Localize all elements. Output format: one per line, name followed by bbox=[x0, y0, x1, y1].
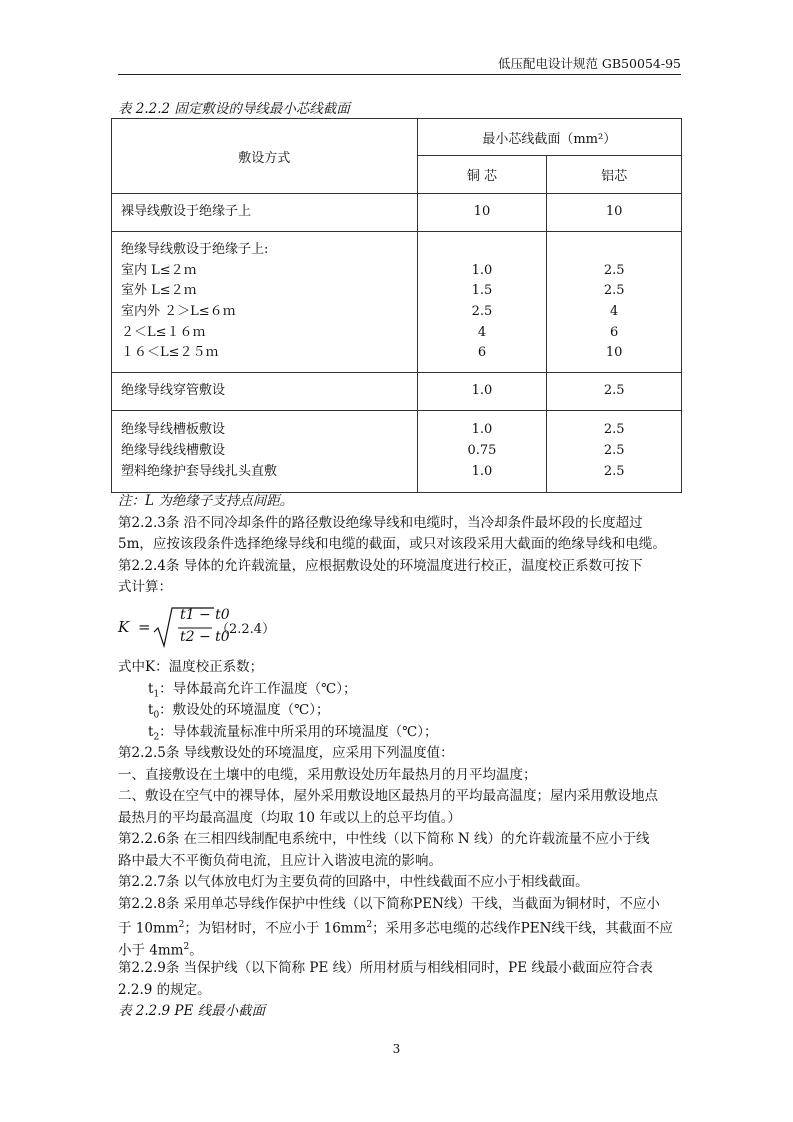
where-line: 式中K：温度校正系数； bbox=[118, 659, 264, 675]
text-block-b bbox=[118, 657, 684, 1023]
table-cell-line: ２＜L≤１６ｍ bbox=[121, 324, 206, 340]
table-cell-line: 2.5 bbox=[603, 443, 625, 459]
pen-sq-2: 2 bbox=[366, 920, 373, 930]
t2-def bbox=[118, 722, 684, 744]
t2-subscript: 2 bbox=[153, 732, 160, 743]
table-row-copper bbox=[417, 232, 547, 373]
table-cell-line: 2.5 bbox=[603, 262, 625, 278]
row-2-copper bbox=[418, 381, 547, 402]
table-row-aluminum bbox=[547, 373, 682, 411]
table-cell-line: 室内外 ２＞L≤６ｍ bbox=[121, 304, 236, 319]
t1-text: ：导体最高允许工作温度（℃）； bbox=[159, 680, 357, 697]
table-cell-line: 裸导线敷设于绝缘子上 bbox=[121, 204, 252, 220]
paragraph-line: 5m，应按该段条件选择绝缘导线和电缆的截面，或只对该段采用大截面的绝缘导线和电缆。 bbox=[118, 536, 666, 552]
table-cell-line: 1.0 bbox=[471, 383, 493, 399]
pen-sq-1: 2 bbox=[178, 920, 185, 930]
formula-numerator: t1 − t0 bbox=[180, 607, 230, 623]
table-cell-line: 1.0 bbox=[471, 262, 493, 278]
pen-sq-3: 2 bbox=[183, 941, 190, 952]
row-1-method bbox=[121, 240, 417, 364]
table-cell-line: 4 bbox=[610, 304, 619, 319]
table-row-copper bbox=[417, 373, 547, 411]
pen-text-b: ；为铝材时，不应小于 16mm bbox=[184, 920, 367, 937]
t1-symbol: t bbox=[148, 680, 154, 697]
row-2-aluminum bbox=[547, 381, 681, 402]
t2-symbol: t bbox=[148, 723, 154, 740]
t0-subscript: 0 bbox=[153, 710, 160, 721]
pen-line-2 bbox=[118, 937, 684, 959]
table-cell-line: 6 bbox=[610, 324, 619, 340]
pen-text-c: ；采用多芯电缆的芯线作PEN线干线，其截面不应 bbox=[372, 920, 673, 937]
table-cell-line: 塑料绝缘护套导线扎头直敷 bbox=[121, 463, 278, 479]
paragraph-line: 第2.2.9条 当保护线（以下简称 PE 线）所用材质与相线相同时，PE 线最小截面应符合表 bbox=[118, 960, 653, 976]
table-cell-line: 2.5 bbox=[603, 463, 625, 479]
table-caption: 表 2.2.2 固定敷设的导线最小芯线截面 bbox=[118, 101, 350, 117]
t1-subscript: 1 bbox=[153, 689, 160, 700]
table-cell-line: 绝缘导线穿管敷设 bbox=[121, 383, 226, 399]
t0-def bbox=[118, 700, 684, 722]
min-conductor-section-table bbox=[111, 118, 682, 493]
table-cell-line: 1.0 bbox=[471, 463, 493, 479]
table-note: 注：L 为绝缘子支持点间距。 bbox=[118, 493, 294, 509]
paragraph-line: 第2.2.8条 采用单芯导线作保护中性线（以下简称PEN线）干线，当截面为铜材时，不应小 bbox=[118, 895, 660, 912]
table-row-aluminum bbox=[547, 194, 682, 232]
paragraph-line: 最热月的平均最高温度（均取 10 年或以上的总平均值。） bbox=[118, 809, 462, 826]
paragraph-line: 2.2.9 的规定。 bbox=[118, 981, 211, 998]
t2-text: ：导体载流量标准中所采用的环境温度（℃）； bbox=[159, 723, 438, 740]
row-3-copper bbox=[418, 420, 547, 482]
table-cell-line: 2.5 bbox=[603, 422, 625, 438]
formula-lhs: K bbox=[118, 618, 130, 636]
pen-text-e: 。 bbox=[189, 942, 203, 958]
table-cell-line: 4 bbox=[477, 324, 487, 340]
paragraph-line: 第2.2.6条 在三相四线制配电系统中，中性线（以下简称 N 线）的允许载流量不应小于线 bbox=[118, 831, 650, 847]
table-caption-2-2-9: 表 2.2.9 PE 线最小截面 bbox=[118, 1003, 266, 1019]
table-cell-line: １６＜L≤２５ｍ bbox=[121, 345, 219, 361]
table-cell-line: 室外 L≤２ｍ bbox=[121, 283, 197, 299]
page-number: 3 bbox=[392, 1042, 401, 1056]
paragraph-line: 第2.2.4条 导体的允许载流量，应根据敷设处的环境温度进行校正，温度校正系数可按下 bbox=[118, 557, 643, 574]
paragraph-line: 式计算： bbox=[118, 579, 172, 595]
table-cell-line bbox=[418, 240, 547, 261]
row-2-method bbox=[121, 381, 417, 402]
table-row-method bbox=[112, 411, 418, 493]
row-3-method bbox=[121, 420, 417, 482]
t1-def bbox=[118, 679, 684, 701]
row-0-copper bbox=[418, 202, 547, 223]
paragraph-line: 二、敷设在空气中的裸导体，屋外采用敷设地区最热月的平均最高温度；屋内采用敷设地点 bbox=[118, 788, 658, 804]
table-row-method bbox=[112, 373, 418, 411]
table-cell-line: 2.5 bbox=[603, 283, 625, 299]
table-cell-line: 10 bbox=[473, 204, 491, 220]
table-cell-line: 6 bbox=[477, 345, 487, 361]
table-row-method bbox=[112, 232, 418, 373]
t0-text: ：敷设处的环境温度（℃）； bbox=[159, 702, 330, 718]
table-row-copper bbox=[417, 194, 547, 232]
header-aluminum: 铝芯 bbox=[547, 156, 682, 194]
header-rule bbox=[118, 74, 681, 75]
table-row-aluminum bbox=[547, 232, 682, 373]
paragraph-line: 第2.2.3条 沿不同冷却条件的路径敷设绝缘导线和电缆时，当冷却条件最坏段的长度超过 bbox=[118, 514, 643, 531]
paragraph-line: 第2.2.5条 导线敷设处的环境温度，应采用下列温度值： bbox=[118, 745, 454, 761]
row-0-aluminum bbox=[547, 202, 681, 223]
table-cell-line: 绝缘导线线槽敷设 bbox=[121, 443, 226, 459]
text-block-a bbox=[118, 491, 684, 599]
table-cell-line: 1.0 bbox=[471, 422, 493, 438]
header-method: 敷设方式 bbox=[112, 119, 418, 194]
row-0-method bbox=[121, 202, 417, 223]
paragraph-line: 路中最大不平衡负荷电流，且应计入谐波电流的影响。 bbox=[118, 852, 442, 869]
table-row-aluminum bbox=[547, 411, 682, 493]
pen-text-d: 小于 4mm bbox=[118, 942, 184, 958]
table-cell-line: 0.75 bbox=[467, 443, 497, 459]
pen-line-1 bbox=[118, 915, 684, 937]
row-1-copper bbox=[418, 240, 547, 364]
pen-text-a: 于 10mm bbox=[118, 920, 179, 937]
table-cell-line: 绝缘导线敷设于绝缘子上: bbox=[121, 241, 269, 257]
table-cell-line bbox=[547, 240, 681, 261]
table-cell-line: 1.5 bbox=[471, 283, 493, 299]
table-row-method bbox=[112, 194, 418, 232]
paragraph-line: 第2.2.7条 以气体放电灯为主要负荷的回路中，中性线截面不应小于相线截面。 bbox=[118, 874, 589, 890]
header-copper: 铜 芯 bbox=[417, 156, 547, 194]
table-cell-line: 室内 L≤２ｍ bbox=[121, 262, 197, 278]
table-cell-line: 绝缘导线槽板敷设 bbox=[121, 422, 226, 438]
table-cell-line: 2.5 bbox=[471, 304, 493, 319]
formula-number: （2.2.4） bbox=[216, 622, 276, 637]
formula-2-2-4 bbox=[118, 604, 418, 650]
table-cell-line: 10 bbox=[605, 204, 623, 220]
table-cell-line: 10 bbox=[605, 345, 623, 361]
formula-denominator: t2 − t0 bbox=[180, 629, 230, 645]
row-3-aluminum bbox=[547, 420, 681, 482]
t0-symbol: t bbox=[148, 702, 154, 718]
header-section: 最小芯线截面（mm²） bbox=[417, 119, 681, 156]
page-header: 低压配电设计规范 GB50054-95 bbox=[497, 56, 681, 71]
row-1-aluminum bbox=[547, 240, 681, 364]
table-row-copper bbox=[417, 411, 547, 493]
paragraph-line: 一、直接敷设在土壤中的电缆，采用敷设处历年最热月的月平均温度； bbox=[118, 766, 537, 783]
table-cell-line: 2.5 bbox=[603, 383, 625, 399]
formula-equals: = bbox=[138, 618, 151, 636]
